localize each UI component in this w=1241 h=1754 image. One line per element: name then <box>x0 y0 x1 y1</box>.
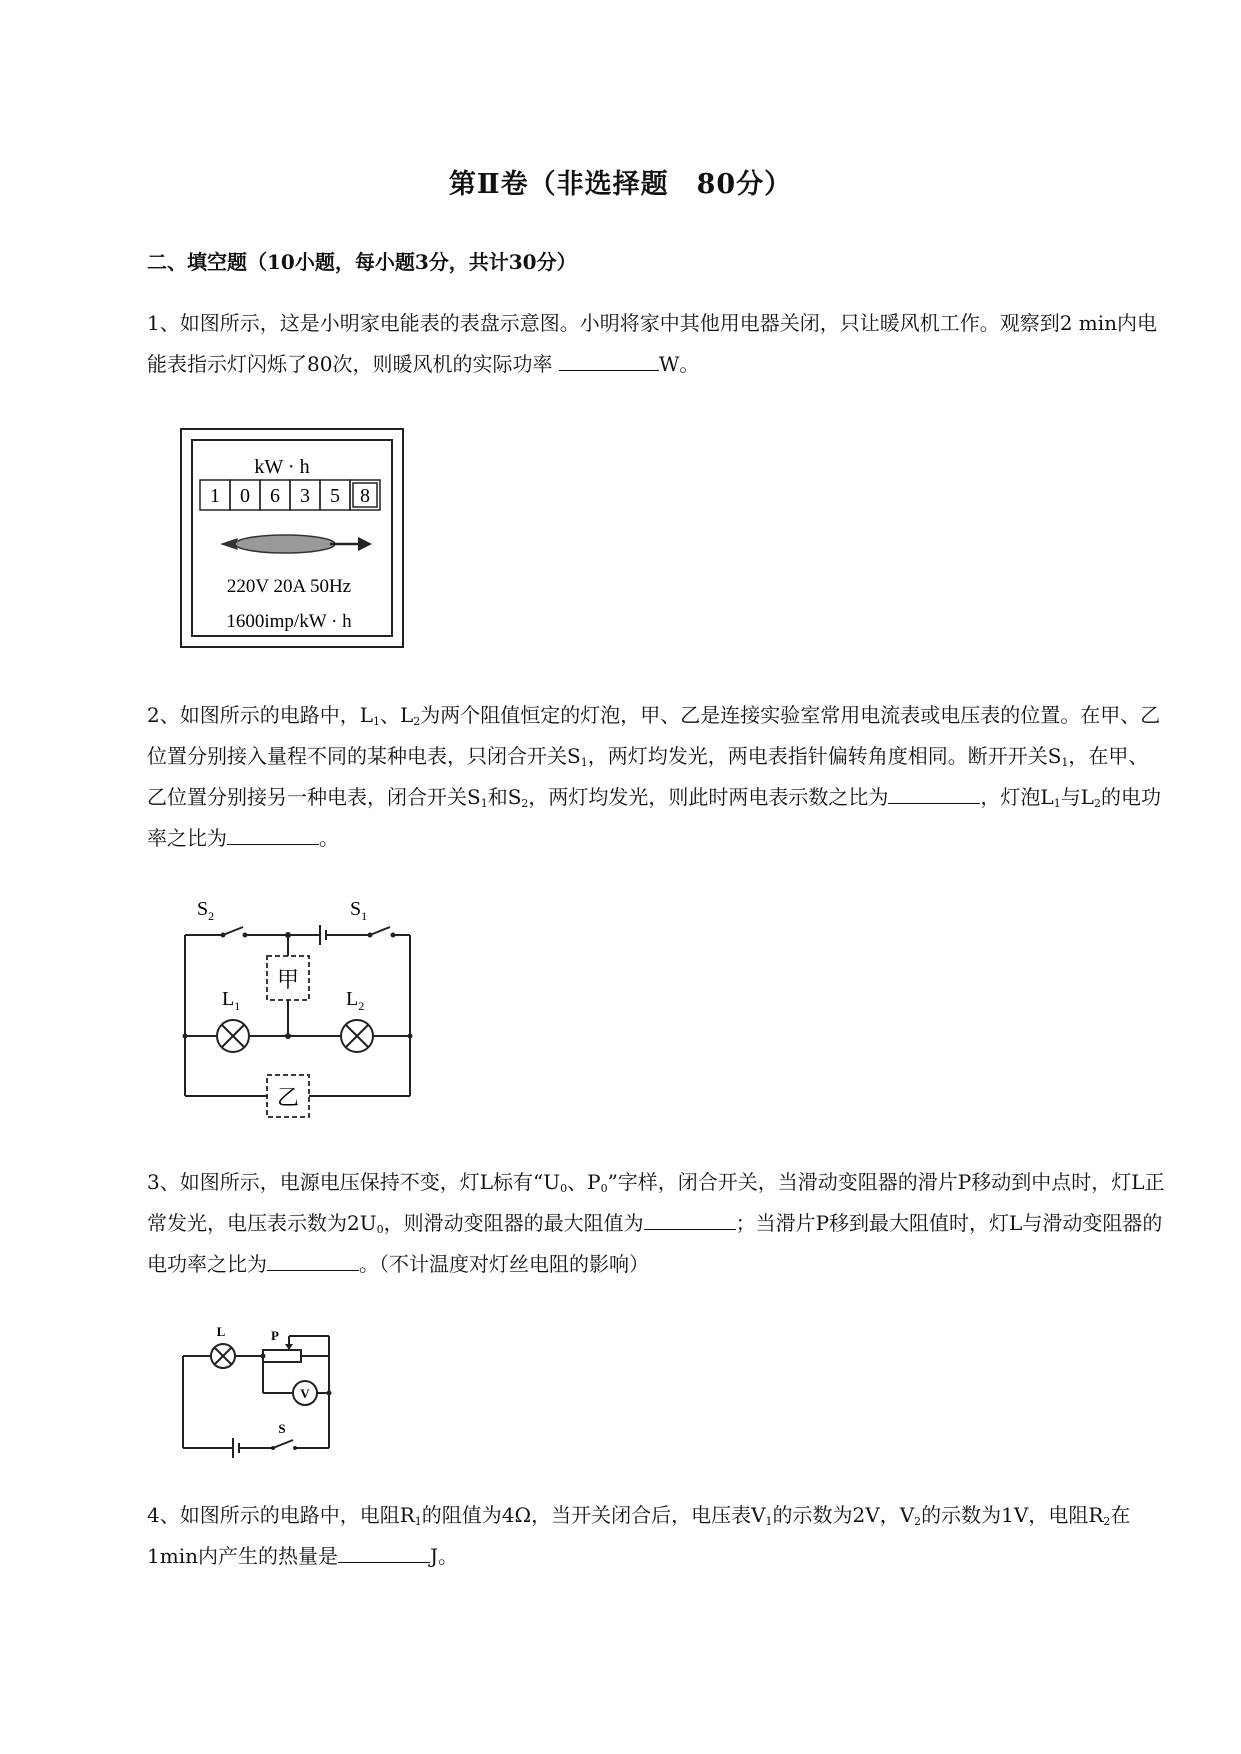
subscript: 1 <box>480 797 488 810</box>
subscript: 2 <box>521 797 529 810</box>
question-1 <box>147 303 1167 385</box>
subscript: 2 <box>413 715 421 728</box>
question-2 <box>147 695 1167 859</box>
q4-blank[interactable] <box>338 1540 430 1563</box>
q3-blank-2[interactable] <box>267 1248 359 1271</box>
question-4 <box>147 1495 1167 1577</box>
q4-text: J。 <box>429 1544 458 1568</box>
label-s1: $S_1$ <box>350 898 368 923</box>
meter-constant: 1600imp/kW · h <box>226 611 352 632</box>
q4-text: 在1min内产生的热量是 <box>147 1503 1131 1568</box>
lamp-l2-icon <box>341 1020 373 1052</box>
label-l2: $L_2$ <box>346 988 365 1013</box>
q1-blank[interactable] <box>559 348 659 371</box>
q3-text: ”字样，闭合开关，当滑动变阻器的滑片P移动到中点时，灯L正常发光，电压表示数为2U <box>147 1170 1165 1235</box>
subscript: 0 <box>560 1182 568 1195</box>
label-s: S <box>278 1421 286 1436</box>
q2-text: ，灯泡L <box>980 785 1054 809</box>
q3-text: 、P <box>567 1170 601 1194</box>
switch-s-icon <box>273 1440 293 1448</box>
subscript: 1 <box>765 1515 773 1528</box>
label-l1: $L_1$ <box>222 988 241 1013</box>
subscript: 1 <box>1061 756 1069 769</box>
meter-unit: kW · h <box>254 456 310 478</box>
q2-text: 与L <box>1060 785 1094 809</box>
electricity-meter-figure <box>180 428 406 650</box>
subscript: 0 <box>376 1223 384 1236</box>
q3-text: 3、如图所示，电源电压保持不变，灯L标有“U <box>147 1170 561 1194</box>
meter-digit: 0 <box>240 485 250 507</box>
q2-text: ，两灯均发光，两电表指针偏转角度相同。断开开关S <box>587 744 1062 768</box>
switch-s1-icon <box>370 927 390 935</box>
q1-unit: W。 <box>658 352 700 376</box>
subscript: 1 <box>414 1515 422 1528</box>
rheostat-icon <box>263 1350 301 1362</box>
label-s2: $S_2$ <box>197 898 215 923</box>
label-p: P <box>271 1328 279 1343</box>
q1-text: 1、如图所示，这是小明家电能表的表盘示意图。小明将家中其他用电器关闭，只让暖风机工作。观察到2 min内电能表指示灯闪烁了80次，则暖风机的实际功率 <box>147 311 1158 376</box>
q2-blank-1[interactable] <box>888 781 980 804</box>
meter-rating: 220V 20A 50Hz <box>226 576 352 597</box>
lamp-l1-icon <box>217 1020 249 1052</box>
meter-digit: 8 <box>360 485 370 507</box>
q2-text: 、L <box>380 703 414 727</box>
q3-text: 。（不计温度对灯丝电阻的影响） <box>359 1252 649 1276</box>
q2-circuit-diagram <box>175 893 425 1118</box>
q4-text: 4、如图所示的电路中，电阻R <box>147 1503 415 1527</box>
label-yi: 乙 <box>276 1085 300 1110</box>
meter-digit: 1 <box>210 485 220 507</box>
q3-blank-1[interactable] <box>644 1207 736 1230</box>
q2-text: 。 <box>319 826 339 850</box>
meter-digit: 5 <box>330 485 340 507</box>
q3-circuit-diagram <box>175 1318 365 1458</box>
q2-text: 和S <box>487 785 522 809</box>
subscript: 2 <box>914 1515 922 1528</box>
subscript: 1 <box>580 756 588 769</box>
q2-blank-2[interactable] <box>227 822 319 845</box>
meter-digit: 6 <box>270 485 280 507</box>
q2-text: 2、如图所示的电路中，L <box>147 703 374 727</box>
label-jia: 甲 <box>276 967 300 992</box>
switch-s2-icon <box>223 927 243 935</box>
subscript: 1 <box>373 715 381 728</box>
meter-digit: 3 <box>300 485 310 507</box>
q2-text: ，两灯均发光，则此时两电表示数之比为 <box>528 785 889 809</box>
q2-text: ，在甲、乙位置分别接另一种电表，闭合开关S <box>147 744 1149 809</box>
q3-text: ，则滑动变阻器的最大阻值为 <box>383 1211 644 1235</box>
q4-text: 的阻值为4Ω，当开关闭合后，电压表V <box>421 1503 766 1527</box>
section-heading: 二、填空题（10小题，每小题3分，共计30分） <box>147 250 577 274</box>
q2-text: 为两个阻值恒定的灯泡，甲、乙是连接实验室常用电流表或电压表的位置。在甲、乙位置分别接入量程不同的某种电表，只闭合开关S <box>147 703 1161 768</box>
q2-text: 的电功率之比为 <box>147 785 1161 850</box>
question-3 <box>147 1162 1167 1285</box>
q4-text: 的示数为1V，电阻R <box>921 1503 1104 1527</box>
q3-text: ；当滑片P移到最大阻值时，灯L与滑动变阻器的电功率之比为 <box>147 1211 1163 1276</box>
subscript: 1 <box>1053 797 1061 810</box>
subscript: 2 <box>1093 797 1101 810</box>
label-v: V <box>300 1386 310 1401</box>
subscript: 2 <box>1103 1515 1111 1528</box>
q4-text: 的示数为2V，V <box>772 1503 915 1527</box>
subscript: 0 <box>600 1182 608 1195</box>
page-title: 第Ⅱ卷（非选择题 80分） <box>448 169 793 200</box>
label-l: L <box>216 1324 226 1339</box>
